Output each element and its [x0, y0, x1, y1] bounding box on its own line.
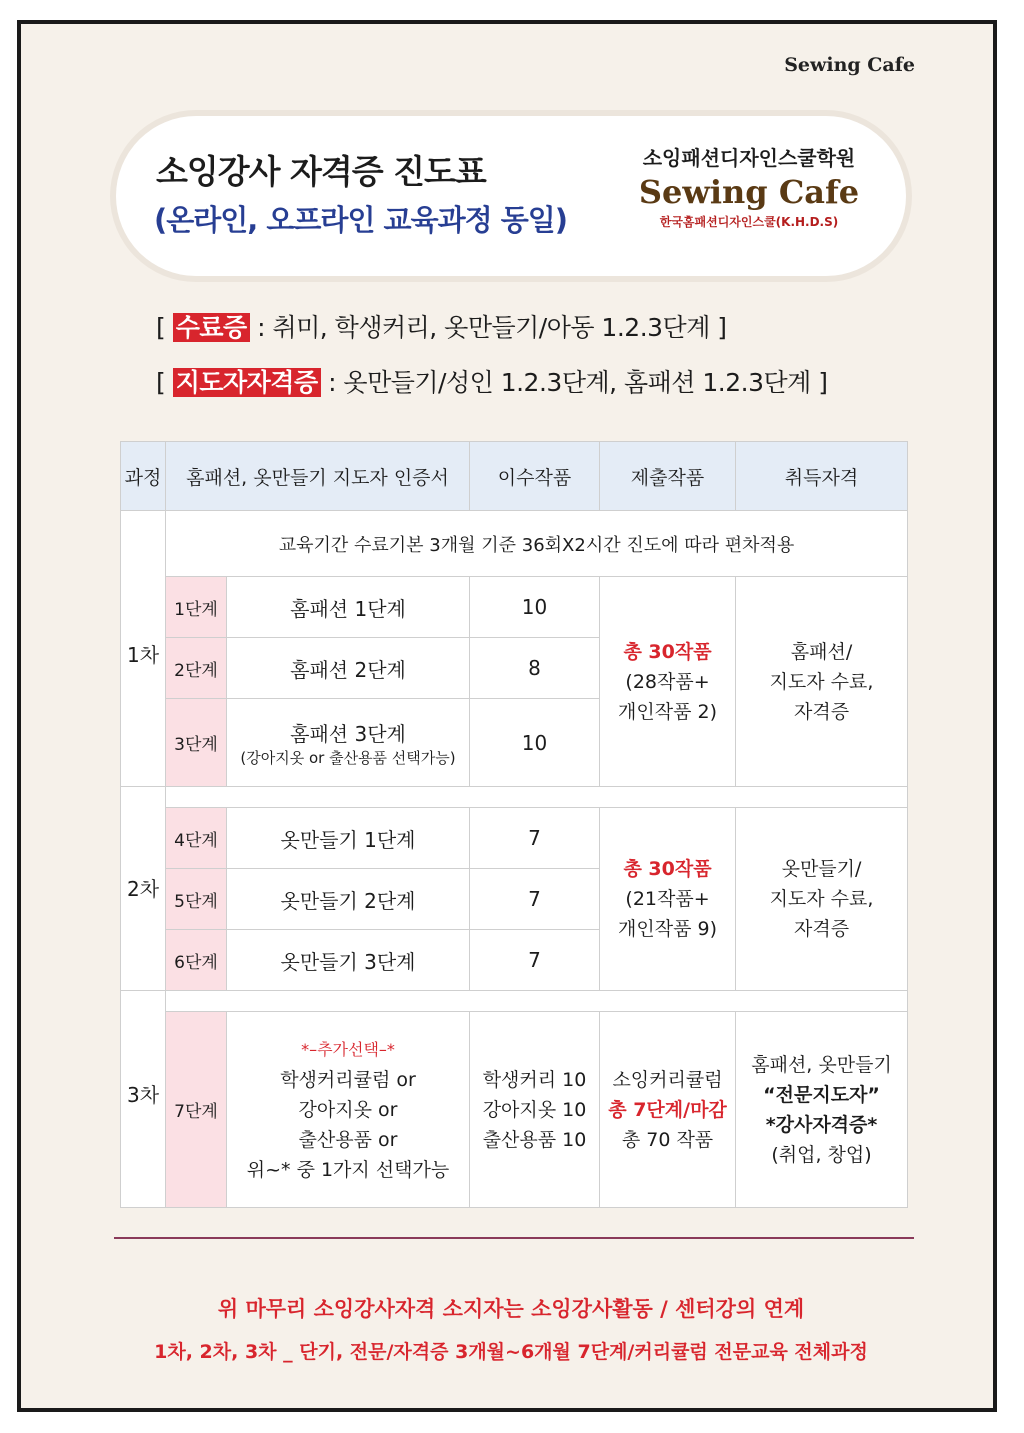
- group-2-submit: 총 30작품 (21작품+ 개인작품 9): [600, 808, 736, 991]
- group-1-name: 1차: [121, 511, 166, 787]
- group-3-qualification: 홈패션, 옷만들기 “전문지도자” *강사자격증* (취업, 창업): [736, 1012, 908, 1208]
- step-label: 1단계: [166, 577, 227, 638]
- brand-subtitle: 한국홈패션디자인스쿨(K.H.D.S): [659, 215, 839, 229]
- header-completed-works: 이수작품: [470, 442, 600, 511]
- course-name: 홈패션 1단계: [227, 577, 470, 638]
- header-banner: [116, 116, 906, 276]
- cert-text-instructor: : 옷만들기/성인 1.2.3단계, 홈패션 1.2.3단계 ]: [328, 368, 828, 397]
- course-name-cell: [227, 699, 470, 787]
- group-1-submit: 총 30작품 (28작품+ 개인작품 2): [600, 577, 736, 787]
- brand-block: [624, 142, 874, 230]
- group-spacer: [166, 787, 908, 808]
- header-qualification: 취득자격: [736, 442, 908, 511]
- group-3-name: 3차: [121, 991, 166, 1208]
- completed-count: 8: [470, 638, 600, 699]
- completed-count: 7: [470, 808, 600, 869]
- course-options: *–추가선택–* 학생커리큘럼 or 강아지옷 or 출산용품 or 위~* 중 1가지 선택가능: [227, 1012, 470, 1208]
- step-label: 6단계: [166, 930, 227, 991]
- curriculum-table: [120, 441, 908, 1208]
- step-label: 7단계: [166, 1012, 227, 1208]
- course-name: 홈패션 2단계: [227, 638, 470, 699]
- cert-tag-instructor: 지도자자격증: [173, 368, 321, 397]
- table-header-row: [121, 442, 908, 511]
- page-frame: [17, 20, 997, 1412]
- course-name: 홈패션 3단계: [290, 721, 406, 746]
- step-label: 2단계: [166, 638, 227, 699]
- group-2-qualification: 옷만들기/ 지도자 수료, 자격증: [736, 808, 908, 991]
- page-title: 소잉강사 자격증 진도표: [156, 152, 486, 191]
- header-submitted-works: 제출작품: [600, 442, 736, 511]
- course-note: (강아지옷 or 출산용품 선택가능): [240, 748, 456, 767]
- group-1-qualification: 홈패션/ 지도자 수료, 자격증: [736, 577, 908, 787]
- completed-count: 10: [470, 577, 600, 638]
- group-2-name: 2차: [121, 787, 166, 991]
- divider: [114, 1237, 914, 1239]
- cert-line-instructor: [ 지도자자격증 : 옷만들기/성인 1.2.3단계, 홈패션 1.2.3단계 ]: [156, 368, 828, 397]
- step-label: 3단계: [166, 699, 227, 787]
- table-row: [121, 808, 908, 869]
- top-logo: Sewing Cafe: [784, 54, 915, 76]
- completed-count: 10: [470, 699, 600, 787]
- cert-tag-completion: 수료증: [173, 313, 250, 342]
- cert-line-completion: [ 수료증 : 취미, 학생커리, 옷만들기/아동 1.2.3단계 ]: [156, 313, 727, 342]
- brand-school-name: 소잉패션디자인스쿨학원: [642, 146, 856, 170]
- cert-text-completion: : 취미, 학생커리, 옷만들기/아동 1.2.3단계 ]: [257, 313, 727, 342]
- step-label: 5단계: [166, 869, 227, 930]
- table-row: [121, 1012, 908, 1208]
- header-certificate: 홈패션, 옷만들기 지도자 인증서: [166, 442, 470, 511]
- course-name: 옷만들기 3단계: [227, 930, 470, 991]
- completed-count: 7: [470, 869, 600, 930]
- brand-logo: Sewing Cafe: [638, 173, 860, 211]
- completed-counts: 학생커리 10 강아지옷 10 출산용품 10: [470, 1012, 600, 1208]
- education-period-note: 교육기간 수료기본 3개월 기준 36회X2시간 진도에 따라 편차적용: [166, 511, 908, 577]
- group-spacer: [166, 991, 908, 1012]
- completed-count: 7: [470, 930, 600, 991]
- course-options-title: *–추가선택–*: [301, 1039, 395, 1059]
- group-3-submit: 소잉커리큘럼 총 7단계/마감 총 70 작품: [600, 1012, 736, 1208]
- table-row: [121, 577, 908, 638]
- step-label: 4단계: [166, 808, 227, 869]
- course-name: 옷만들기 2단계: [227, 869, 470, 930]
- course-name: 옷만들기 1단계: [227, 808, 470, 869]
- header-course: 과정: [121, 442, 166, 511]
- page-subtitle: (온라인, 오프라인 교육과정 동일): [154, 203, 567, 237]
- footer-line-1: 위 마무리 소잉강사자격 소지자는 소잉강사활동 / 센터강의 연계: [217, 1297, 805, 1321]
- footer-line-2: 1차, 2차, 3차 _ 단기, 전문/자격증 3개월~6개월 7단계/커리큘럼 전문교육 전체과정: [154, 1341, 868, 1363]
